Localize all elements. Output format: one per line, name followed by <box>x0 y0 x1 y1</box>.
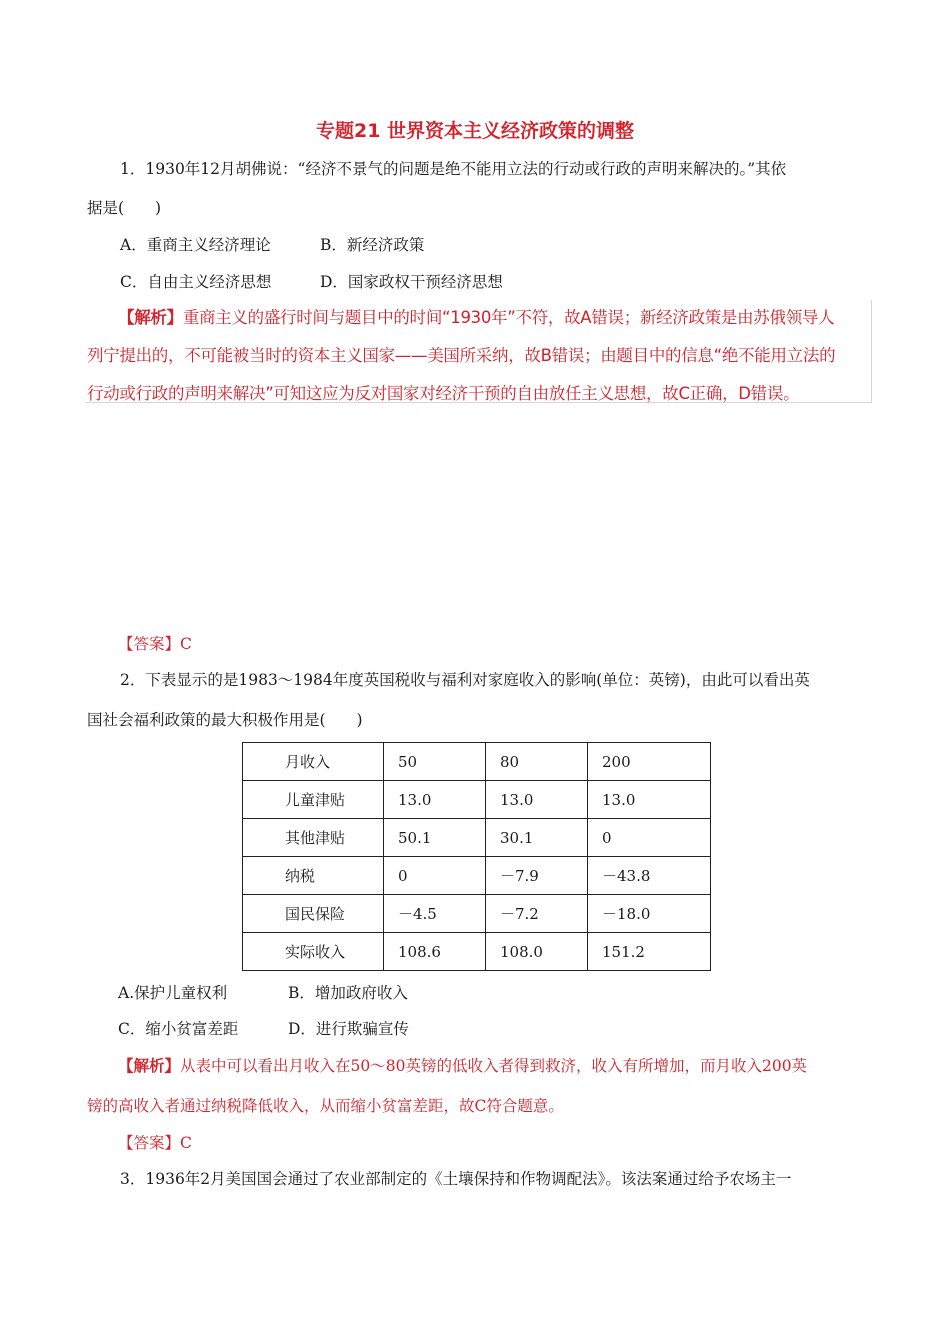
table-cell: 儿童津贴 <box>243 781 384 819</box>
q2-option-b: B．增加政府收入 <box>288 984 408 1002</box>
table-cell: －18.0 <box>588 895 711 933</box>
q2-analysis-text1: 从表中可以看出月收入在50～80英镑的低收入者得到救济，收入有所增加，而月收入200英 <box>180 1057 808 1075</box>
income-table <box>242 742 711 971</box>
table-row <box>243 743 711 781</box>
q2-answer-value: C <box>180 1134 192 1152</box>
table-row <box>243 781 711 819</box>
table-cell: 80 <box>486 743 588 781</box>
q1-analysis-line3: 行动或行政的声明来解决”可知这应为反对国家对经济干预的自由放任主义思想，故C正确，D错误。 <box>87 384 800 403</box>
table-cell: 实际收入 <box>243 933 384 971</box>
table-cell: 其他津贴 <box>243 819 384 857</box>
table-cell: －43.8 <box>588 857 711 895</box>
table-cell: 13.0 <box>384 781 486 819</box>
table-cell: 13.0 <box>588 781 711 819</box>
q1-option-b: B．新经济政策 <box>320 236 425 254</box>
table-cell: 0 <box>384 857 486 895</box>
q1-stem-line1: 1．1930年12月胡佛说：“经济不景气的问题是绝不能用立法的行动或行政的声明来解决的。”其依 <box>120 160 787 178</box>
table-cell: 0 <box>588 819 711 857</box>
q2-stem-line2: 国社会福利政策的最大积极作用是( ) <box>87 711 363 729</box>
table-cell: 151.2 <box>588 933 711 971</box>
q2-analysis-line2: 镑的高收入者通过纳税降低收入，从而缩小贫富差距，故C符合题意。 <box>87 1097 564 1115</box>
q3-stem-line1: 3．1936年2月美国国会通过了农业部制定的《土壤保持和作物调配法》。该法案通过给予农场主一 <box>120 1170 792 1188</box>
q2-stem-line1: 2．下表显示的是1983～1984年度英国税收与福利对家庭收入的影响(单位：英镑)，由此可以看出英 <box>120 671 810 689</box>
q2-option-d: D．进行欺骗宣传 <box>288 1020 409 1038</box>
q1-analysis-line2: 列宁提出的，不可能被当时的资本主义国家——美国所采纳，故B错误；由题目中的信息“绝不能用立法的 <box>87 346 836 365</box>
q1-option-d: D．国家政权干预经济思想 <box>320 273 503 291</box>
q1-analysis-text1: 重商主义的盛行时间与题目中的时间“1930年”不符，故A错误；新经济政策是由苏俄领导人 <box>182 308 835 327</box>
table-cell: 纳税 <box>243 857 384 895</box>
q1-option-c: C．自由主义经济思想 <box>120 273 272 291</box>
table-row <box>243 895 711 933</box>
q1-answer <box>118 632 192 654</box>
table-row <box>243 857 711 895</box>
q2-analysis-line1 <box>118 1054 807 1076</box>
q2-option-a: A.保护儿童权利 <box>118 984 228 1002</box>
table-cell: 50.1 <box>384 819 486 857</box>
q1-option-a: A．重商主义经济理论 <box>120 236 271 254</box>
page-title: 专题21 世界资本主义经济政策的调整 <box>315 120 635 142</box>
table-cell: 30.1 <box>486 819 588 857</box>
table-cell: －4.5 <box>384 895 486 933</box>
q2-option-c: C．缩小贫富差距 <box>118 1020 239 1038</box>
table-cell: 108.0 <box>486 933 588 971</box>
table-cell: －7.9 <box>486 857 588 895</box>
q2-analysis-tag: 【解析】 <box>118 1056 181 1075</box>
table-cell: 200 <box>588 743 711 781</box>
q2-answer-tag: 【答案】 <box>118 1134 181 1152</box>
table-cell: 13.0 <box>486 781 588 819</box>
table-cell: 月收入 <box>243 743 384 781</box>
q1-answer-value: C <box>180 635 192 653</box>
table-cell: －7.2 <box>486 895 588 933</box>
table-row <box>243 933 711 971</box>
q1-answer-tag: 【答案】 <box>118 635 181 653</box>
q1-analysis-line1 <box>118 304 834 328</box>
table-cell: 50 <box>384 743 486 781</box>
q1-stem-line2: 据是( ) <box>87 199 162 217</box>
table-row <box>243 819 711 857</box>
table-cell: 108.6 <box>384 933 486 971</box>
q1-analysis-tag: 【解析】 <box>118 308 183 327</box>
table-cell: 国民保险 <box>243 895 384 933</box>
q2-answer <box>118 1131 192 1153</box>
